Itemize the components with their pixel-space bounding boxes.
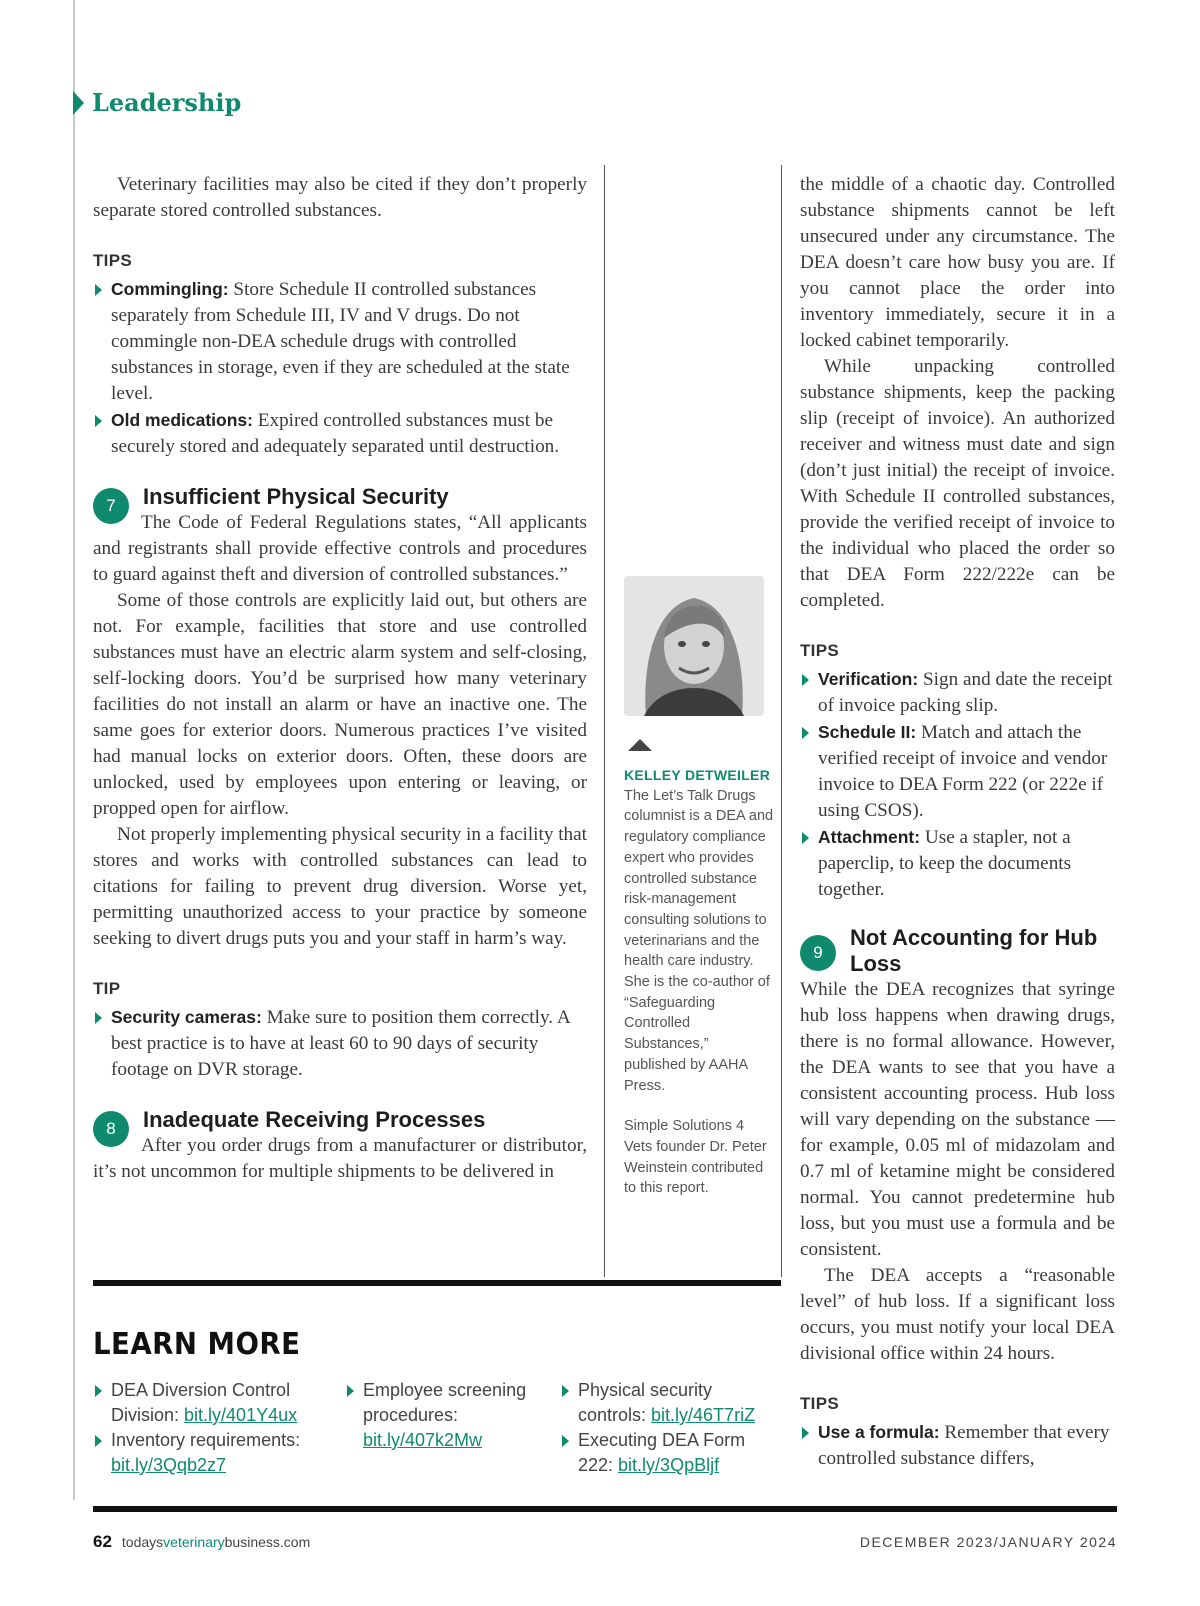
learn-more-item (93, 1378, 333, 1428)
column-divider (781, 165, 782, 1277)
site-part-1: todays (121, 1534, 164, 1550)
paragraph: the middle of a chaotic day. Controlled substance shipments cannot be left unsecured under any circumstance. The DEA doesn’t care how busy you are. If you cannot place the order into inventory immediately, secure it in a locked cabinet temporarily. (800, 174, 1115, 351)
heading-7 (93, 484, 587, 524)
heading-text: Inadequate Receiving Processes (143, 1107, 486, 1132)
site-part-2: veterinary (163, 1534, 225, 1550)
tip-term: Attachment: (818, 827, 921, 847)
tips-list (93, 276, 587, 460)
tip-term: Old medications: (111, 410, 253, 430)
author-name: KELLEY DETWEILER (624, 767, 771, 783)
learn-more-link[interactable]: bit.ly/401Y4ux (184, 1405, 298, 1425)
tip-text: Remember that every controlled substance differs, (818, 1422, 1110, 1469)
left-margin-rule (73, 0, 75, 1500)
tips-label: TIPS (93, 251, 132, 270)
learn-more-column-2 (345, 1378, 555, 1453)
tips-label: TIPS (800, 1394, 839, 1413)
tip-item (800, 824, 1115, 903)
tip-text: Sign and date the receipt of invoice packing slip. (818, 669, 1113, 716)
tip-list (93, 1004, 587, 1083)
learn-more-item (93, 1428, 333, 1478)
learn-more-link[interactable]: bit.ly/3QpBljf (618, 1455, 720, 1475)
tip-text: Make sure to position them correctly. A best practice is to have at least 60 to 90 days of security footage on DVR storage. (111, 1007, 570, 1080)
tip-text: Match and attach the verified receipt of invoice and vendor invoice to DEA Form 222 (or 222e if using CSOS). (818, 722, 1108, 821)
paragraph: Veterinary facilities may also be cited if they don’t properly separate stored controlled substances. (93, 174, 587, 221)
section-label: Leadership (92, 88, 242, 117)
heading-text: Insufficient Physical Security (143, 484, 449, 509)
tip-term: Use a formula: (818, 1422, 940, 1442)
tip-term: Commingling: (111, 279, 229, 299)
issue-date: DECEMBER 2023/JANUARY 2024 (859, 1534, 1117, 1550)
learn-more-label: Executing DEA Form 222: (578, 1430, 746, 1475)
tip-item (800, 666, 1115, 719)
author-portrait-icon (624, 576, 764, 716)
author-bio (624, 765, 774, 1199)
paragraph: The Code of Federal Regulations states, “All applicants and registrants shall provide effective controls and procedures to guard against theft and diversion of controlled substances.” (93, 512, 587, 585)
learn-more-label: Physical security controls: (578, 1380, 713, 1425)
paragraph: While unpacking controlled substance shipments, keep the packing slip (receipt of invoice). An authorized receiver and witness must date and sign (don’t just initial) the receipt of invoice. With Schedule II controlled substances, provide the verified receipt of invoice to the individual who placed the order so that DEA Form 222/222e can be completed. (800, 356, 1115, 611)
learn-more-item (560, 1428, 775, 1478)
footer-left (93, 1532, 310, 1552)
article-column-1 (93, 172, 587, 1185)
article-column-3 (800, 172, 1115, 1472)
heading-text: Not Accounting for Hub Loss (850, 925, 1098, 976)
tip-term: Schedule II: (818, 722, 917, 742)
learn-more-link[interactable]: bit.ly/3Qqb2z7 (111, 1455, 227, 1475)
learn-more-title: LEARN MORE (93, 1327, 301, 1362)
page-number: 62 (93, 1532, 112, 1551)
section-triangle-icon (73, 91, 84, 115)
paragraph: Some of those controls are explicitly laid out, but others are not. For example, facilities that store and use controlled substances must have an electric alarm system and self-closing, self-locking doors. You’d be surprised how many veterinary facilities do not install an alarm or have an inactive one. The same goes for exterior doors. Numerous practices I’ve visited had manual locks on exterior doors. Often, these doors are unlocked, used by employees upon entering or leaving, or propped open for airflow. (93, 590, 587, 819)
tip-text: Use a stapler, not a paperclip, to keep the documents together. (818, 827, 1072, 900)
paragraph: Not properly implementing physical security in a facility that stores and works with controlled substances can lead to citations for failing to prevent drug diversion. Worse yet, permitting unauthorized access to your practice by someone seeking to divert drugs puts you and your staff in harm’s way. (93, 824, 587, 949)
section-header (73, 88, 241, 117)
tip-item (93, 276, 587, 407)
tip-item (800, 719, 1115, 824)
learn-more-link[interactable]: bit.ly/407k2Mw (363, 1430, 483, 1450)
author-photo (624, 576, 764, 716)
learn-more-column-1 (93, 1378, 333, 1478)
heading-8 (93, 1107, 587, 1147)
paragraph: While the DEA recognizes that syringe hub loss happens when drawing drugs, there is no formal allowance. However, the DEA wants to see that you have a consistent accounting process. Hub loss will vary depending on the substance — for example, 0.05 ml of midazolam and 0.7 ml of ketamine might be considered normal. You cannot predetermine hub loss, but you must use a formula and be consistent. (800, 979, 1115, 1260)
learn-more-label: DEA Diversion Control Division: (111, 1380, 291, 1425)
column-divider (604, 165, 605, 1277)
learn-more-rule (93, 1280, 781, 1286)
number-badge: 9 (800, 935, 836, 971)
tip-item (800, 1419, 1115, 1472)
paragraph: After you order drugs from a manufacturer or distributor, it’s not uncommon for multiple shipments to be delivered in (93, 1135, 587, 1182)
paragraph: The DEA accepts a “reasonable level” of hub loss. If a significant loss occurs, you must notify your local DEA divisional office within 24 hours. (800, 1265, 1115, 1364)
learn-more-column-3 (560, 1378, 775, 1478)
tips-list (800, 666, 1115, 903)
tip-item (93, 1004, 587, 1083)
learn-more-item (560, 1378, 775, 1428)
learn-more-item (345, 1378, 555, 1453)
tip-item (93, 407, 587, 460)
heading-9 (800, 925, 1115, 977)
footer-rule (93, 1506, 1117, 1512)
tip-text: Expired controlled substances must be securely stored and adequately separated until destruction. (111, 410, 560, 457)
tips-list (800, 1419, 1115, 1472)
number-badge: 7 (93, 488, 129, 524)
caption-pointer-icon (628, 739, 652, 751)
tip-label: TIP (93, 979, 121, 998)
tip-text: Store Schedule II controlled substances separately from Schedule III, IV and V drugs. Do not commingle non-DEA schedule drugs with controlled substances in storage, even if they are scheduled at the state level. (111, 279, 570, 404)
tips-label: TIPS (800, 641, 839, 660)
learn-more-label: Inventory requirements: (111, 1430, 301, 1450)
learn-more-label: Employee screening procedures: (363, 1380, 527, 1425)
site-part-3: business.com (224, 1534, 311, 1550)
author-credit: Simple Solutions 4 Vets founder Dr. Peter Weinstein contributed to this report. (624, 1118, 767, 1197)
tip-term: Security cameras: (111, 1007, 262, 1027)
tip-term: Verification: (818, 669, 919, 689)
learn-more-link[interactable]: bit.ly/46T7riZ (651, 1405, 756, 1425)
author-description: The Let’s Talk Drugs columnist is a DEA and regulatory compliance expert who provides controlled substance risk-management consulting solutions to veterinarians and the health care industry. She is the co-author of “Safeguarding Controlled Substances,” published by AAHA Press. (624, 787, 774, 1094)
number-badge: 8 (93, 1111, 129, 1147)
